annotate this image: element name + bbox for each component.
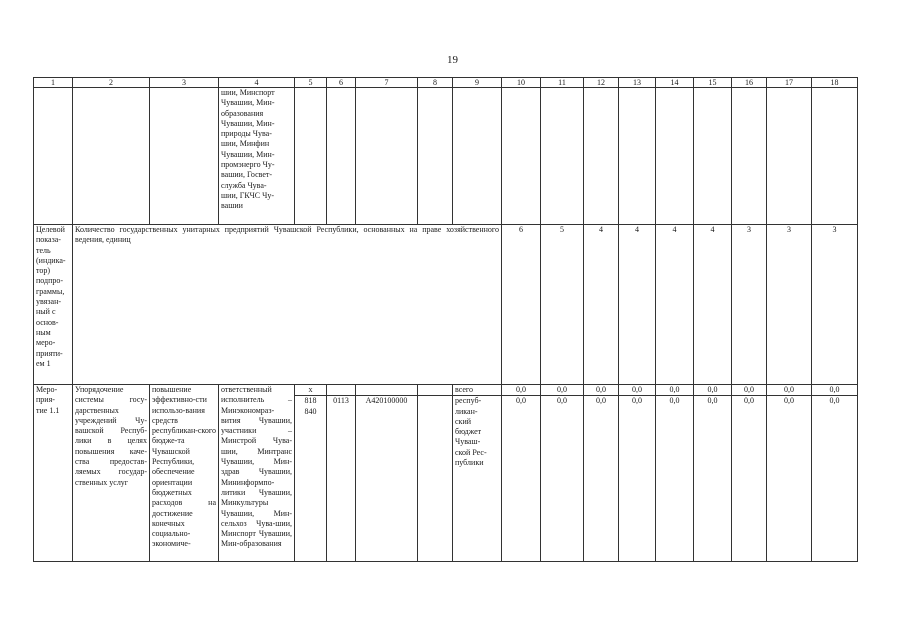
indicator-description: Количество государственных унитарных предприятий Чувашской Республики, основанных на праве хозяйственного ведения, единиц [73,225,502,385]
total-value: 0,0 [694,385,732,396]
page-number: 19 [447,54,458,66]
header-cell: 17 [767,78,812,88]
header-cell: 11 [541,78,584,88]
total-value: 0,0 [656,385,694,396]
header-cell: 9 [453,78,502,88]
source-total: всего [453,385,502,396]
total-value: 0,0 [619,385,656,396]
header-cell: 10 [502,78,541,88]
header-cell: 15 [694,78,732,88]
continued-row [34,88,858,225]
executors-continued: шии, Минспорт Чувашии, Мин- образования Чувашии, Мин- природы Чува- шии, Минфин Чувашии, Мин- промэнерго Чу- вашии, Госвет- служба Чува- шии, ГКЧС Чу- вашии [219,88,295,225]
rz-pr-code: 0113 [327,396,356,562]
header-cell: 5 [295,78,327,88]
header-cell: 12 [584,78,619,88]
header-cell: 3 [150,78,219,88]
total-value: 0,0 [767,385,812,396]
measure-total-row [34,385,858,396]
indicator-value: 4 [619,225,656,385]
republic-value: 0,0 [812,396,858,562]
header-cell: 7 [356,78,418,88]
indicator-value: 4 [694,225,732,385]
program-table [33,77,858,562]
indicator-row [34,225,858,385]
indicator-value: 3 [767,225,812,385]
csr-code: А420100000 [356,396,418,562]
measure-label: Меро- прия- тие 1.1 [34,385,73,562]
republic-value: 0,0 [732,396,767,562]
total-value: 0,0 [812,385,858,396]
measure-executor: ответственный исполнитель – Минэкономраз-вития Чувашии, участники – Минстрой Чува-шии, Минтранс Чувашии, Мин-здрав Чувашии, Mининформпо-литики Чувашии, Минкультуры Чувашии, Мин-сельхоз Чува-шии, Минспорт Чувашии, Мин-образования [219,385,295,562]
republic-value: 0,0 [541,396,584,562]
indicator-value: 6 [502,225,541,385]
header-cell: 16 [732,78,767,88]
indicator-value: 5 [541,225,584,385]
header-row [34,78,858,88]
indicator-value: 3 [812,225,858,385]
total-value: 0,0 [732,385,767,396]
republic-value: 0,0 [694,396,732,562]
grbs-total: x [295,385,327,396]
indicator-value: 3 [732,225,767,385]
indicator-value: 4 [656,225,694,385]
source-republic: респуб- ликан- ский бюджет Чуваш- ской Рес- публики [453,396,502,562]
republic-value: 0,0 [584,396,619,562]
header-cell: 1 [34,78,73,88]
header-cell: 2 [73,78,150,88]
header-cell: 4 [219,78,295,88]
measure-name: Упорядочение системы госу-дарственных учреждений Чу-вашской Респуб-лики в целях повышения каче-ства предостав-ляемых государ-ственных услуг [73,385,150,562]
header-cell: 6 [327,78,356,88]
grbs-codes: 818 840 [295,396,327,562]
indicator-value: 4 [584,225,619,385]
total-value: 0,0 [584,385,619,396]
republic-value: 0,0 [656,396,694,562]
header-cell: 18 [812,78,858,88]
header-cell: 14 [656,78,694,88]
total-value: 0,0 [541,385,584,396]
republic-value: 0,0 [619,396,656,562]
total-value: 0,0 [502,385,541,396]
header-cell: 8 [418,78,453,88]
measure-goal: повышение эффективно-сти использо-вания средств республикан-ского бюдже-та Чувашской Республики, обеспечение ориентации бюджетных расходов на достижение конечных социально-экономиче- [150,385,219,562]
indicator-label: Целевой показа- тель (индика- тор) подпро- граммы, увязан- ный с основ- ным меро- прияти- ем 1 [34,225,73,385]
republic-value: 0,0 [767,396,812,562]
republic-value: 0,0 [502,396,541,562]
header-cell: 13 [619,78,656,88]
